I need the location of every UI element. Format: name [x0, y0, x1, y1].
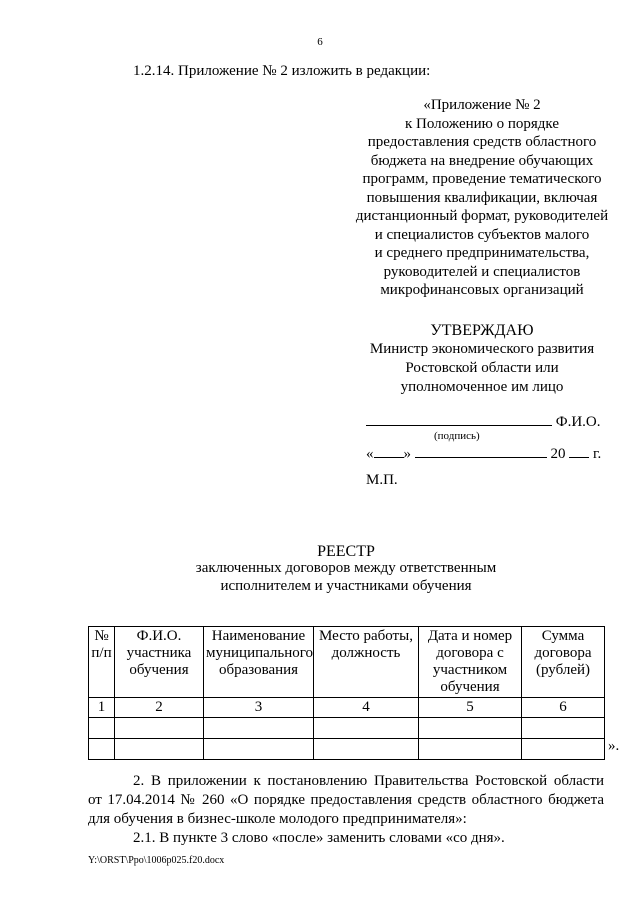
table-cell	[419, 718, 522, 739]
table-number-row	[89, 698, 605, 718]
appendix-header-line: руководителей и специалистов	[383, 263, 581, 280]
paragraph-2-1: 2.1. В пункте 3 слово «после» заменить словами «со дня».	[133, 830, 505, 846]
month-line	[415, 443, 547, 458]
table-cell	[204, 739, 314, 760]
appendix-header	[352, 96, 612, 300]
appendix-header-line: и среднего предпринимательства,	[374, 245, 590, 261]
page-number: 6	[317, 36, 323, 48]
col-number: 1	[89, 698, 115, 718]
table-cell	[419, 739, 522, 760]
appendix-header-line: и специалистов субъектов малого	[374, 226, 590, 243]
table-cell	[204, 718, 314, 739]
appendix-header-line: предоставления средств областного	[367, 134, 597, 150]
col-number: 3	[204, 698, 314, 718]
section-intro: 1.2.14. Приложение № 2 изложить в редакции:	[133, 63, 431, 79]
footer-file-path: Y:\ORST\Ppo\1006p025.f20.docx	[88, 855, 225, 866]
table-cell	[314, 739, 419, 760]
registry-table	[88, 626, 605, 760]
fio-label: Ф.И.О.	[555, 414, 601, 430]
paragraph-2-line: от 17.04.2014 № 260 «О порядке предоставления средств областного бюджета	[88, 792, 604, 808]
approval-line: Ростовской области или	[405, 360, 559, 376]
col-number: 2	[115, 698, 204, 718]
year-suffix: г.	[593, 446, 602, 462]
appendix-header-line: микрофинансовых организаций	[380, 282, 584, 298]
col-number: 6	[522, 698, 605, 718]
registry-subtitle-1: заключенных договоров между ответственным	[195, 560, 497, 576]
table-row	[89, 718, 605, 739]
signature-row	[366, 411, 601, 432]
table-cell	[314, 718, 419, 739]
signature-caption: (подпись)	[434, 430, 480, 442]
table-cell	[115, 739, 204, 760]
col-number: 5	[419, 698, 522, 718]
table-cell	[89, 739, 115, 760]
year-prefix: 20	[550, 446, 566, 462]
appendix-header-line: программ, проведение тематического	[362, 171, 602, 187]
table-cell	[522, 739, 605, 760]
appendix-header-line: повышения квалификации, включая	[366, 189, 598, 206]
appendix-header-line: «Приложение № 2	[423, 97, 541, 113]
registry-title: РЕЕСТР	[317, 543, 375, 560]
signature-line	[366, 411, 552, 426]
approval-line: уполномоченное им лицо	[400, 379, 564, 395]
day-line	[374, 443, 404, 458]
appendix-header-line: бюджета на внедрение обучающих	[370, 152, 594, 169]
table-end-mark: ».	[608, 738, 620, 754]
col-header-municipality: Наименование муниципального образования	[204, 627, 314, 698]
paragraph-2-line: 2. В приложении к постановлению Правительства Ростовской области	[133, 773, 604, 789]
paragraph-2-line: для обучения в бизнес-школе молодого предпринимателя»:	[88, 811, 467, 827]
col-header-contract: Дата и номер договора с участником обучения	[419, 627, 522, 698]
stamp-mark: М.П.	[366, 472, 398, 488]
table-row	[89, 739, 605, 760]
col-header-sum: Сумма договора (рублей)	[522, 627, 605, 698]
year-line	[569, 443, 589, 458]
date-row	[366, 443, 601, 464]
table-cell	[89, 718, 115, 739]
table-cell	[115, 718, 204, 739]
appendix-header-line: к Положению о порядке	[405, 115, 559, 132]
date-quote-open: «	[366, 446, 374, 462]
approval-block	[352, 340, 612, 397]
col-number: 4	[314, 698, 419, 718]
approval-line: Министр экономического развития	[369, 341, 595, 357]
table-header-row	[89, 627, 605, 698]
date-quote-close: »	[403, 446, 411, 462]
col-header-number: № п/п	[89, 627, 115, 698]
col-header-fio: Ф.И.О. участника обучения	[115, 627, 204, 698]
appendix-header-line: дистанционный формат, руководителей	[355, 208, 609, 224]
approval-title: УТВЕРЖДАЮ	[430, 322, 534, 339]
paragraph-2	[88, 772, 604, 829]
col-header-workplace: Место работы, должность	[314, 627, 419, 698]
registry-subtitle-2: исполнителем и участниками обучения	[220, 578, 472, 594]
table-cell	[522, 718, 605, 739]
